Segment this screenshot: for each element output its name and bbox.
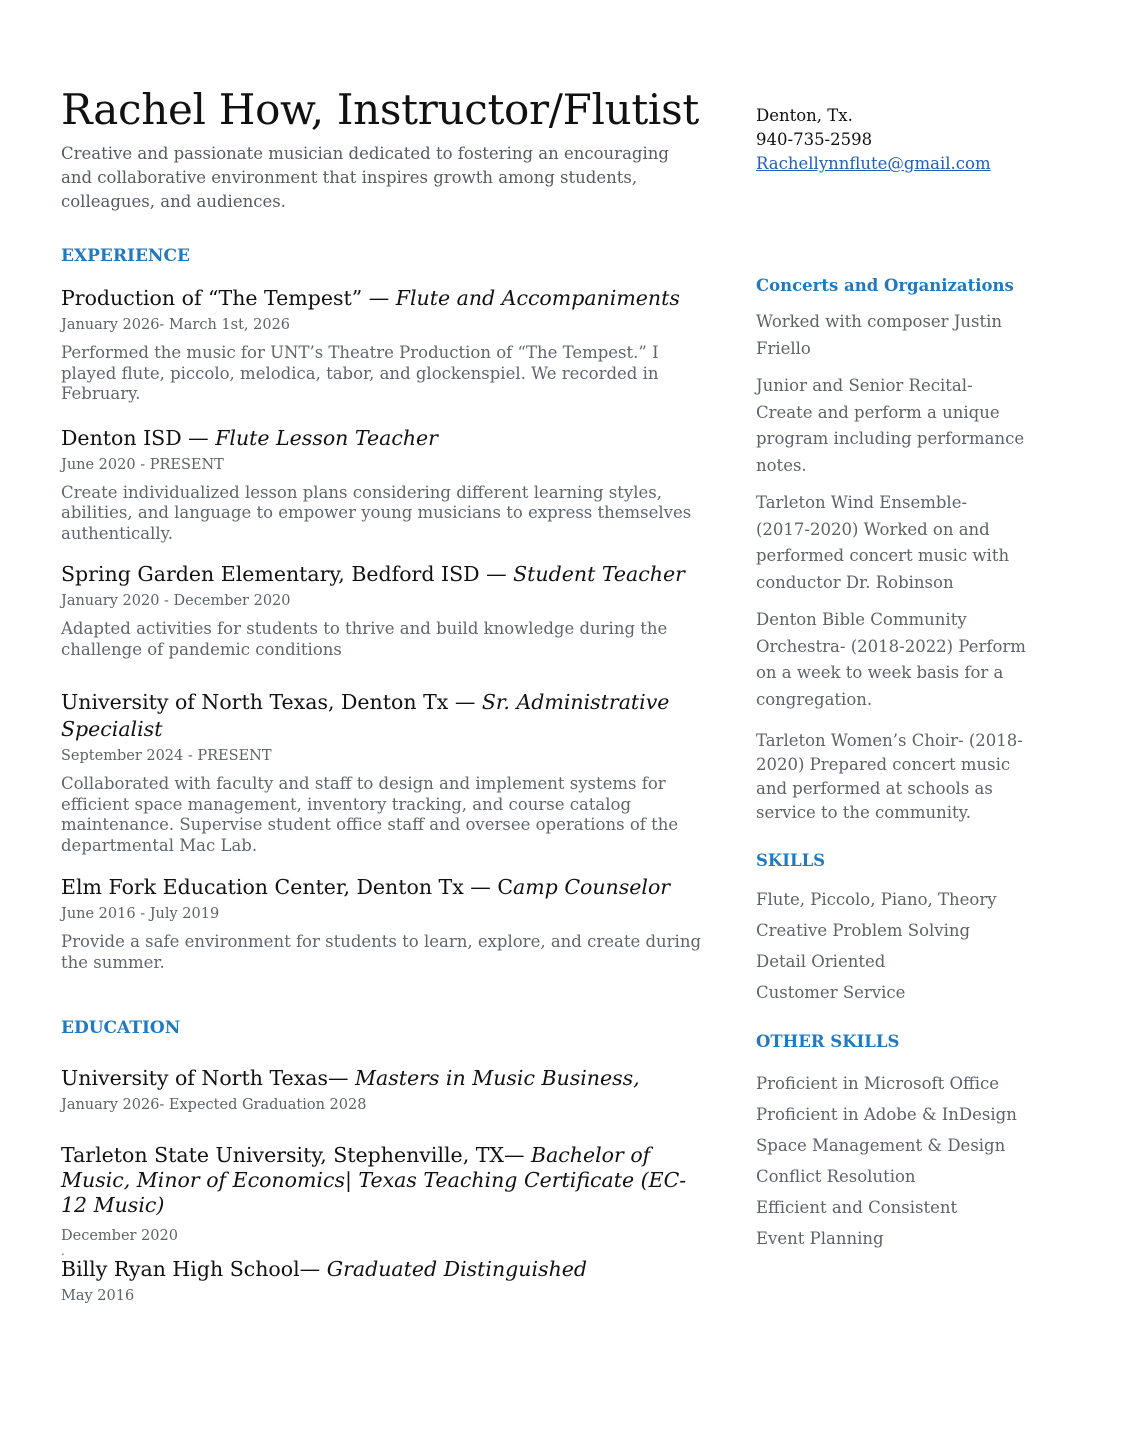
job-role: amp Counselor: [513, 875, 671, 899]
other-skills-list: [756, 1068, 1026, 1254]
concert-item: Tarleton Women’s Choir- (2018-2020) Prepared concert music and performed at schools as service to the community.: [756, 731, 1023, 822]
job-date: June 2016 - July 2019: [61, 906, 220, 922]
main-column: [61, 84, 701, 1306]
other-skill-item: Conflict Resolution: [756, 1167, 916, 1186]
skill-item: Flute, Piccolo, Piano, Theory: [756, 890, 997, 909]
job-description: Adapted activities for students to thrive and build knowledge during the challenge of pandemic conditions: [61, 619, 668, 659]
job-entry: [61, 689, 701, 856]
job-date: January 2020 - December 2020: [61, 593, 291, 609]
job-role: Flute and Accompaniments: [395, 286, 680, 310]
sidebar: [756, 104, 1026, 1254]
contact-email-link[interactable]: Rachellynnflute@gmail.com: [756, 154, 991, 173]
concert-item: Junior and Senior Recital- Create and perform a unique program including performance notes.: [756, 376, 1025, 475]
other-skill-item: Proficient in Microsoft Office: [756, 1074, 1000, 1093]
job-entry: [61, 425, 701, 545]
other-skill-item: Space Management & Design: [756, 1136, 1006, 1155]
concert-item: Tarleton Wind Ensemble- (2017-2020) Worked on and performed concert music with conductor Dr. Robinson: [756, 493, 1010, 592]
job-date: January 2026- March 1st, 2026: [61, 317, 291, 333]
concerts-heading: Concerts and Organizations: [756, 276, 1014, 295]
education-heading: EDUCATION: [61, 1018, 181, 1038]
other-skill-item: Efficient and Consistent: [756, 1198, 958, 1217]
separator-dot: .: [61, 1244, 65, 1258]
degree: Graduated Distinguished: [326, 1257, 588, 1281]
contact-phone: 940-735-2598: [756, 130, 873, 149]
job-date: June 2020 - PRESENT: [61, 456, 224, 473]
degree: Bachelor of Music, Minor of Economics| Texas Teaching Certificate (EC-12 Music): [61, 1143, 687, 1217]
page-title: Rachel How, Instructor/Flutist: [61, 85, 699, 134]
other-skill-item: Event Planning: [756, 1229, 884, 1248]
skills-heading: SKILLS: [756, 851, 826, 870]
degree: Masters in Music Business,: [354, 1066, 640, 1090]
job-title: University of North Texas, Denton Tx — Sr. Administrative Specialist: [61, 690, 670, 741]
education-entry: [61, 1256, 701, 1306]
job-description: Performed the music for UNT’s Theatre Production of “The Tempest.” I played flute, piccolo, melodica, tabor, and glockenspiel. We recorded in February.: [61, 343, 659, 403]
job-entry: [61, 874, 701, 973]
job-title: Elm Fork Education Center, Denton Tx — Camp Counselor: [61, 875, 671, 899]
job-title: Spring Garden Elementary, Bedford ISD — Student Teacher: [61, 562, 685, 586]
skill-item: Detail Oriented: [756, 952, 886, 971]
education-date: May 2016: [61, 1288, 135, 1304]
education-date: January 2026- Expected Graduation 2028: [61, 1097, 367, 1113]
education-entry: [61, 1065, 701, 1115]
other-skills-heading: OTHER SKILLS: [756, 1032, 900, 1051]
job-description: Provide a safe environment for students to learn, explore, and create during the summer.: [61, 932, 702, 972]
job-description: Collaborated with faculty and staff to design and implement systems for efficient space management, inventory tracking, and course catalog maintenance. Supervise student office staff and oversee operations of the departmental Mac Lab.: [61, 774, 679, 855]
school-title: University of North Texas— Masters in Music Business,: [61, 1066, 640, 1090]
other-skill-item: Proficient in Adobe & InDesign: [756, 1105, 1017, 1124]
contact-location: Denton, Tx.: [756, 106, 853, 125]
skill-item: Customer Service: [756, 983, 906, 1002]
job-description: Create individualized lesson plans considering different learning styles, abilities, and language to empower young musicians to express themselves authentically.: [61, 482, 692, 543]
concert-item: Denton Bible Community Orchestra- (2018-2022) Perform on a week to week basis for a congregation.: [756, 610, 1026, 709]
skills-list: [756, 884, 1026, 1008]
skill-item: Creative Problem Solving: [756, 921, 971, 940]
school-title: Tarleton State University, Stephenville, TX— Bachelor of Music, Minor of Economics| Texas Teaching Certificate (EC-12 Music): [61, 1143, 687, 1217]
job-role: Sr. Administrative Specialist: [61, 690, 670, 741]
job-role: Student Teacher: [513, 562, 685, 586]
job-entry: [61, 285, 701, 405]
summary: Creative and passionate musician dedicated to fostering an encouraging and collaborative environment that inspires growth among students, colleagues, and audiences.: [61, 144, 669, 211]
job-title: Production of “The Tempest” — Flute and Accompaniments: [61, 286, 680, 310]
job-title: Denton ISD — Flute Lesson Teacher: [61, 425, 438, 450]
job-role: Flute Lesson Teacher: [215, 425, 438, 450]
job-entry: [61, 561, 701, 660]
job-date: September 2024 - PRESENT: [61, 748, 272, 764]
education-entry: [61, 1143, 701, 1246]
education-date: December 2020: [61, 1228, 178, 1244]
experience-heading: EXPERIENCE: [61, 246, 190, 266]
school-title: Billy Ryan High School— Graduated Distinguished: [61, 1257, 588, 1281]
concert-item: Worked with composer Justin Friello: [756, 312, 1003, 358]
